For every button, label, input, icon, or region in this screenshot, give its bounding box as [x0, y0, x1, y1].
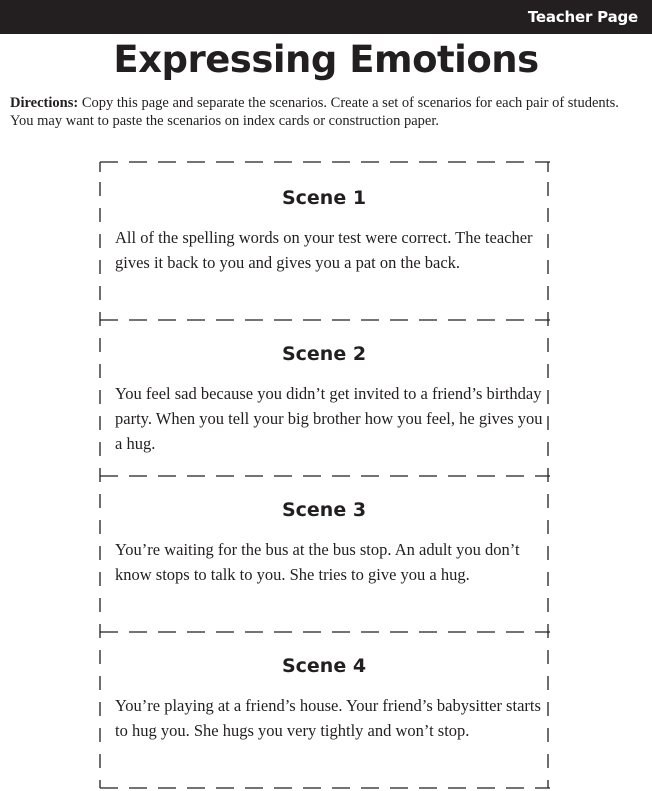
scene-title: Scene 2	[281, 343, 367, 365]
scene-text: You feel sad because you didn’t get invited to a friend’s birthday party. When you tell your big brother how you feel, he gives you a hug.	[115, 384, 543, 453]
page-title: Expressing Emotions	[113, 38, 539, 81]
scene-text: You’re waiting for the bus at the bus stop. An adult you don’t know stops to talk to you. She tries to give you a hug.	[115, 540, 520, 584]
header-bar	[0, 0, 652, 34]
scene-text: All of the spelling words on your test were correct. The teacher gives it back to you and gives you a pat on the back.	[115, 228, 533, 272]
scenario-cut-area	[98, 160, 550, 791]
directions-label: Directions:	[10, 95, 79, 111]
scene-title: Scene 4	[281, 655, 367, 677]
teacher-page-label: Teacher Page	[527, 8, 638, 26]
directions	[10, 94, 640, 130]
scene-text: You’re playing at a friend’s house. Your friend’s babysitter starts to hug you. She hugs you very tightly and won’t stop.	[115, 696, 541, 740]
scene-title: Scene 3	[281, 499, 367, 521]
scene-title: Scene 1	[281, 187, 367, 209]
directions-text: Copy this page and separate the scenarios. Create a set of scenarios for each pair of students. You may want to paste the scenarios on index cards or construction paper.	[10, 95, 619, 129]
